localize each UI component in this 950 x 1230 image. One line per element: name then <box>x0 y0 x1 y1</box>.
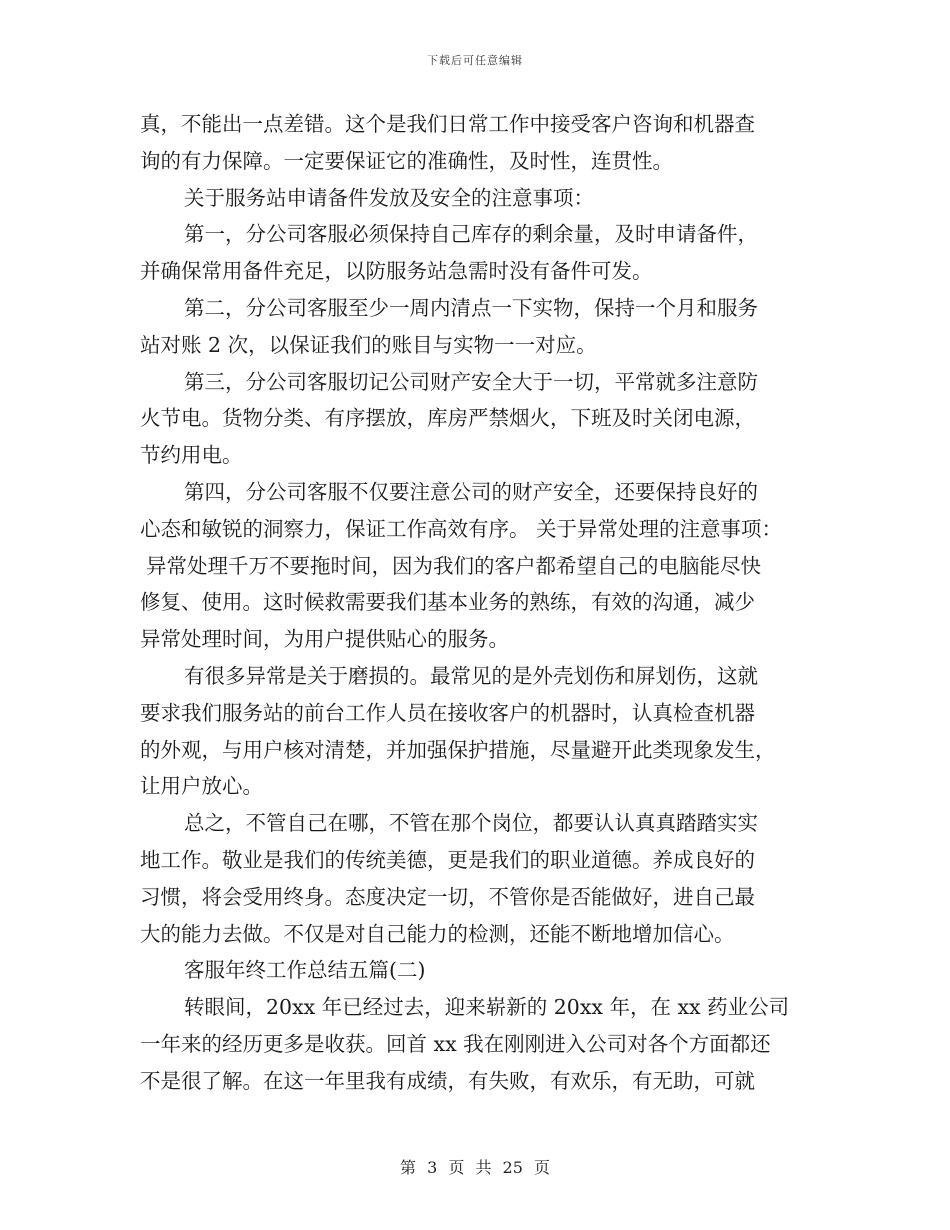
text-line: 习惯，将会受用终身。态度决定一切，不管你是否能做好，进自己最 <box>140 884 755 909</box>
text-line: 地工作。敬业是我们的传统美德，更是我们的职业道德。养成良好的 <box>140 847 755 872</box>
text-line: 异常处理千万不要拖时间，因为我们的客户都希望自己的电脑能尽快 <box>146 553 761 578</box>
text-line: 总之，不管自己在哪，不管在那个岗位，都要认认真真踏踏实实 <box>184 811 758 836</box>
text-line: 第四，分公司客服不仅要注意公司的财产安全，还要保持良好的 <box>184 479 758 504</box>
page-header: 下载后可任意编辑 <box>427 54 523 67</box>
document-body <box>140 106 830 1100</box>
text-line: 要求我们服务站的前台工作人员在接收客户的机器时，认真检查机器 <box>140 700 755 725</box>
text-line: 关于服务站申请备件发放及安全的注意事项： <box>184 185 594 210</box>
text-line: 一年来的经历更多是收获。回首 xx 我在刚刚进入公司对各个方面都还 <box>140 1031 771 1056</box>
text-line: 异常处理时间，为用户提供贴心的服务。 <box>140 627 509 652</box>
text-line: 不是很了解。在这一年里我有成绩，有失败，有欢乐，有无助，可就 <box>140 1068 755 1093</box>
section-heading: 客服年终工作总结五篇(二) <box>184 958 426 983</box>
text-line: 大的能力去做。不仅是对自己能力的检测，还能不断地增加信心。 <box>140 921 735 946</box>
text-line: 有很多异常是关于磨损的。最常见的是外壳划伤和屏划伤，这就 <box>184 663 758 688</box>
page-number-footer: 第 3 页 共 25 页 <box>400 1158 550 1177</box>
text-line: 第一，分公司客服必须保持自己库存的剩余量，及时申请备件， <box>184 222 758 247</box>
text-line: 并确保常用备件充足，以防服务站急需时没有备件可发。 <box>140 259 653 284</box>
text-line: 让用户放心。 <box>140 774 263 799</box>
text-line: 站对账 2 次，以保证我们的账目与实物一一对应。 <box>140 332 597 357</box>
text-line: 询的有力保障。一定要保证它的准确性，及时性，连贯性。 <box>140 148 673 173</box>
text-line: 修复、使用。这时候救需要我们基本业务的熟练，有效的沟通，减少 <box>140 590 755 615</box>
text-line: 真，不能出一点差错。这个是我们日常工作中接受客户咨询和机器查 <box>140 112 755 136</box>
text-line: 转眼间，20xx 年已经过去，迎来崭新的 20xx 年，在 xx 药业公司 <box>184 995 790 1020</box>
text-line: 第二，分公司客服至少一周内清点一下实物，保持一个月和服务 <box>184 295 758 320</box>
text-line: 节约用电。 <box>140 443 243 468</box>
text-line: 心态和敏锐的洞察力，保证工作高效有序。 关于异常处理的注意事项： <box>140 516 783 541</box>
text-line: 的外观，与用户核对清楚，并加强保护措施，尽量避开此类现象发生， <box>140 737 776 762</box>
text-line: 第三，分公司客服切记公司财产安全大于一切，平常就多注意防 <box>184 369 758 394</box>
text-line: 火节电。货物分类、有序摆放，库房严禁烟火，下班及时关闭电源， <box>140 406 755 431</box>
